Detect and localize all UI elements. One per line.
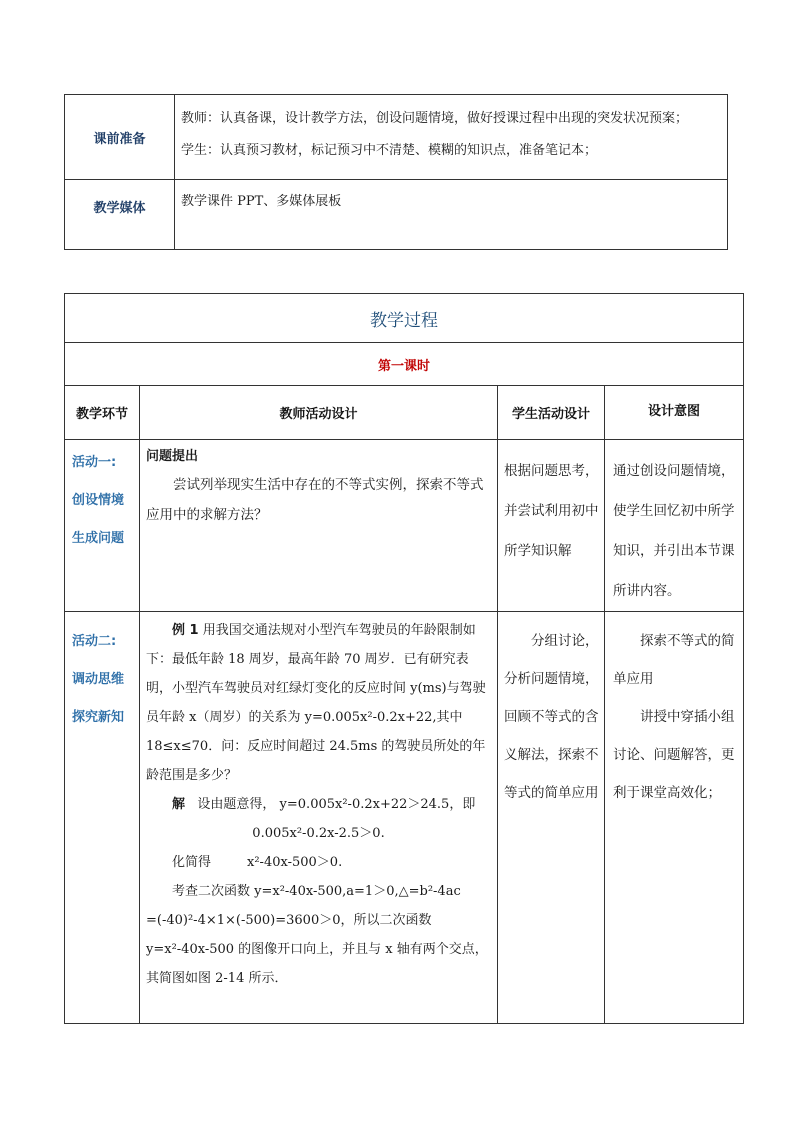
graph-line: y=x²-40x-500 的图像开口向上，并且与 x 轴有两个交点，: [146, 942, 488, 957]
solution-line1: [146, 790, 491, 819]
example-paragraph: [146, 616, 491, 790]
process-title: 教学过程: [65, 294, 744, 343]
prep-row: [65, 95, 728, 180]
activity2-row: [65, 612, 744, 1024]
column-header-row: [65, 386, 744, 440]
intent-line2: 讲授中穿插小组讨论、问题解答，更利于课堂高效化；: [613, 709, 735, 801]
problem-heading: 问题提出: [146, 449, 199, 464]
calc-line: =(-40)²-4×1×(-500)=3600＞0，所以二次函数: [146, 913, 432, 928]
activity1-num: 活动一:: [72, 455, 117, 470]
media-text: 教学课件 PPT、多媒体展板: [181, 194, 342, 209]
activity1-label: [65, 440, 140, 612]
activity1-intent: 通过创设问题情境，使学生回忆初中所学知识，并引出本节课所讲内容。: [605, 440, 744, 612]
prep-content: [175, 95, 728, 180]
teacher-prep: 教师：认真备课，设计教学方法，创设问题情境，做好授课过程中出现的突发状况预案；: [181, 111, 689, 126]
solution-text: 设由题意得， y=0.005x²-0.2x+22＞24.5，即: [197, 797, 476, 812]
activity1-student: 根据问题思考，并尝试利用初中所学知识解: [498, 440, 605, 612]
example-text: 用我国交通法规对小型汽车驾驶员的年龄限制如下：最低年龄 18 周岁，最高年龄 70 周岁．已有研究表明，小型汽车驾驶员对红绿灯变化的反应时间 y(ms)与驾驶员年龄 x（周岁）的关系为 y=0.005x²-0.2x+22,其中 18≤x≤70．问：反应时间超过 24.5ms 的驾驶员所处的年龄范围是多少？: [146, 623, 486, 783]
prep-table: [64, 94, 728, 250]
activity2-teacher: [140, 612, 498, 1024]
media-content: [175, 180, 728, 250]
process-table: [64, 293, 744, 1024]
activity2-student: 分组讨论，分析问题情境，回顾不等式的含义解法，探索不等式的简单应用: [498, 612, 605, 1024]
activity2-name1: 调动思维: [72, 672, 125, 687]
prep-label: 课前准备: [65, 95, 175, 180]
student-prep: 学生：认真预习教材，标记预习中不清楚、模糊的知识点，准备笔记本；: [181, 143, 598, 158]
header-intent: 设计意图: [605, 386, 744, 440]
simplify-label: 化简得: [172, 855, 212, 870]
problem-text: 尝试列举现实生活中存在的不等式实例，探索不等式应用中的求解方法？: [146, 477, 484, 523]
activity1-name1: 创设情境: [72, 493, 125, 508]
simplify-expr: x²-40x-500＞0.: [247, 855, 343, 870]
header-stage: 教学环节: [65, 386, 140, 440]
header-student: 学生活动设计: [498, 386, 605, 440]
solution-label: 解: [172, 797, 186, 812]
simplify-line: [146, 848, 491, 877]
media-row: [65, 180, 728, 250]
media-label: 教学媒体: [65, 180, 175, 250]
activity1-row: [65, 440, 744, 612]
lesson-subtitle: 第一课时: [65, 343, 744, 386]
header-teacher: 教师活动设计: [140, 386, 498, 440]
process-title-row: [65, 294, 744, 343]
activity1-teacher: [140, 440, 498, 612]
figure-line: 其简图如图 2-14 所示．: [146, 971, 288, 986]
activity2-name2: 探究新知: [72, 710, 125, 725]
solution-line2: 0.005x²-0.2x-2.5＞0.: [252, 826, 385, 841]
consider-line: 考查二次函数 y=x²-40x-500,a=1＞0,△=b²-4ac: [172, 884, 461, 899]
activity1-name2: 生成问题: [72, 531, 125, 546]
activity2-intent: [605, 612, 744, 1024]
example-label: 例 1: [172, 623, 199, 638]
lesson-row: [65, 343, 744, 386]
activity2-label: [65, 612, 140, 1024]
intent-line1: 探索不等式的简单应用: [613, 633, 735, 687]
activity2-num: 活动二:: [72, 634, 117, 649]
